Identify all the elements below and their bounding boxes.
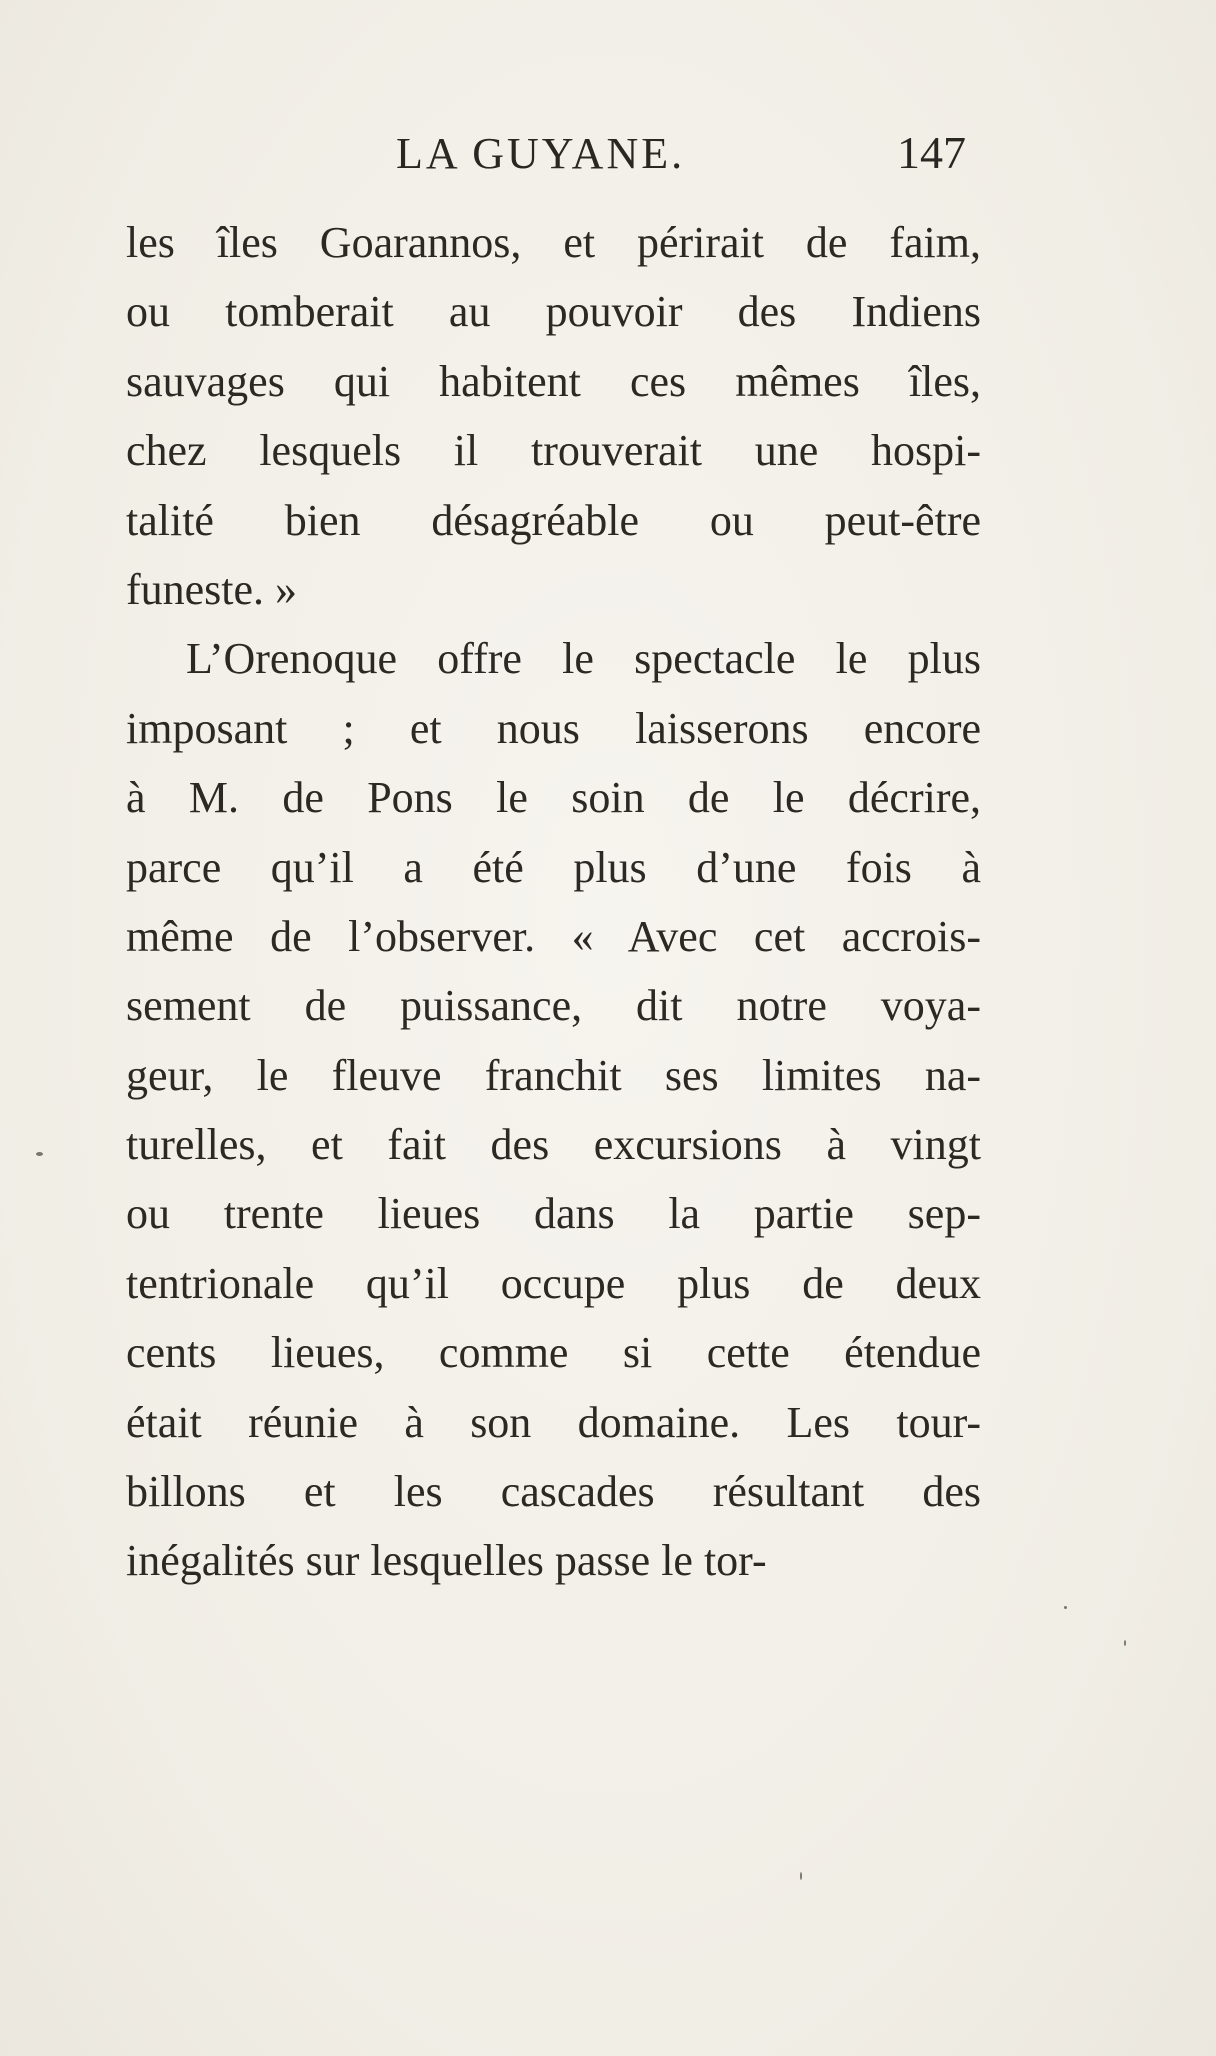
text-line: ou tomberait au pouvoir des Indiens — [126, 287, 981, 337]
text-line: même de l’observer. « Avec cet accrois- — [126, 911, 981, 961]
text-line: sement de puissance, dit notre voya- — [126, 981, 981, 1031]
text-line: cents lieues, comme si cette étendue — [126, 1328, 981, 1378]
text-line: était réunie à son domaine. Les tour- — [126, 1397, 981, 1447]
text-line: turelles, et fait des excursions à vingt — [126, 1120, 981, 1170]
paper-speck — [800, 1872, 802, 1880]
text-line: tentrionale qu’il occupe plus de deux — [126, 1258, 981, 1308]
text-line: sauvages qui habitent ces mêmes îles, — [126, 356, 981, 406]
text-line: à M. de Pons le soin de le décrire, — [126, 773, 981, 823]
paper-speck — [1124, 1640, 1126, 1646]
text-line: talité bien désagréable ou peut-être — [126, 495, 981, 545]
text-line: geur, le fleuve franchit ses limites na- — [126, 1050, 981, 1100]
text-line: funeste. » — [126, 564, 298, 614]
text-line: chez lesquels il trouverait une hospi- — [126, 426, 981, 476]
text-line: inégalités sur lesquelles passe le tor- — [126, 1536, 767, 1586]
running-head: LA GUYANE. — [396, 129, 686, 178]
paper-speck — [1064, 1606, 1067, 1609]
body-text — [126, 208, 981, 1596]
page-number: 147 — [897, 127, 966, 178]
text-line: les îles Goarannos, et périrait de faim, — [126, 218, 981, 267]
text-line: parce qu’il a été plus d’une fois à — [126, 842, 981, 892]
paper-speck — [36, 1152, 43, 1156]
text-line: imposant ; et nous laisserons encore — [126, 703, 981, 753]
text-line: billons et les cascades résultant des — [126, 1467, 981, 1517]
text-line: L’Orenoque offre le spectacle le plus — [186, 634, 981, 684]
text-line: ou trente lieues dans la partie sep- — [126, 1189, 981, 1239]
